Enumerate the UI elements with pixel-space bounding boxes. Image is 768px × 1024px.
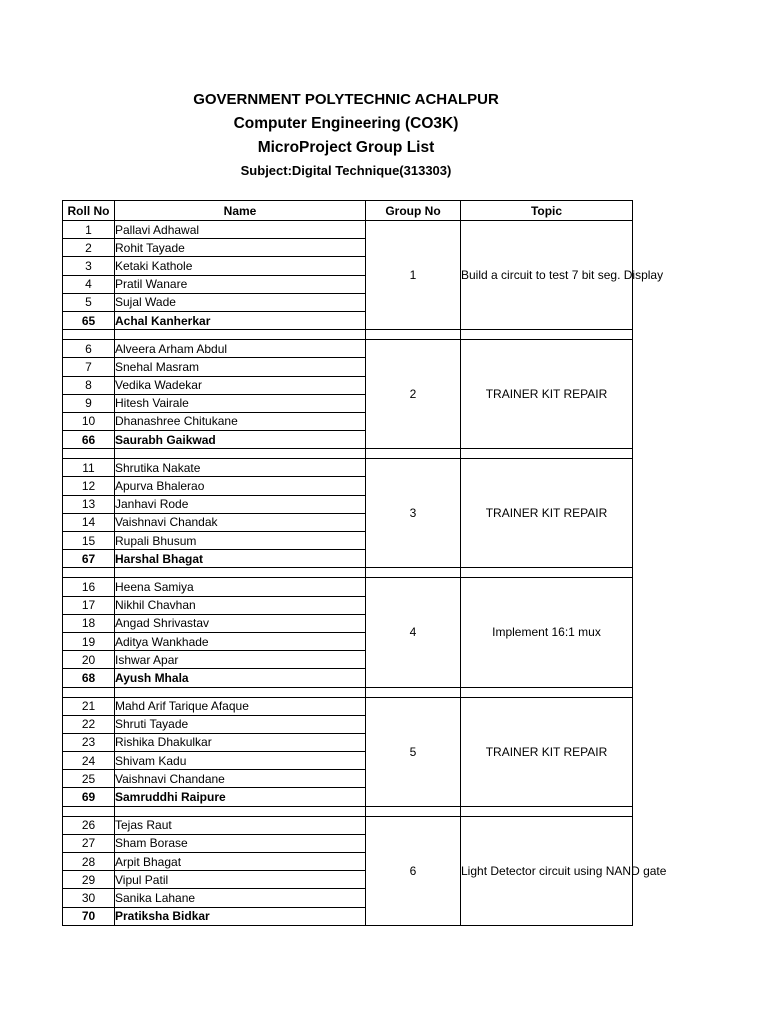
roll-no-cell: 29 (63, 871, 115, 889)
roll-no-cell: 6 (63, 340, 115, 358)
spacer-cell (366, 449, 461, 459)
roll-no-cell: 1 (63, 221, 115, 239)
student-name-cell: Vaishnavi Chandane (115, 770, 366, 788)
roll-no-cell: 2 (63, 239, 115, 257)
spacer-cell (366, 330, 461, 340)
group-spacer-row (63, 449, 633, 459)
roll-no-cell: 66 (63, 431, 115, 449)
student-name-cell: Sham Borase (115, 834, 366, 852)
student-name-cell: Arpit Bhagat (115, 853, 366, 871)
roll-no-cell: 20 (63, 651, 115, 669)
roll-no-cell: 13 (63, 495, 115, 513)
student-name-cell: Pratil Wanare (115, 275, 366, 293)
group-spacer-row (63, 330, 633, 340)
subject-title: Subject:Digital Technique(313303) (240, 163, 452, 178)
roll-no-cell: 30 (63, 889, 115, 907)
roll-no-cell: 9 (63, 394, 115, 412)
spacer-cell (115, 330, 366, 340)
spacer-cell (115, 449, 366, 459)
column-header-name: Name (115, 201, 366, 221)
roll-no-cell: 16 (63, 578, 115, 596)
spacer-cell (461, 687, 633, 697)
student-name-cell: Heena Samiya (115, 578, 366, 596)
student-name-cell: Vaishnavi Chandak (115, 513, 366, 531)
student-name-cell: Apurva Bhalerao (115, 477, 366, 495)
student-name-cell: Achal Kanherkar (115, 311, 366, 329)
spacer-cell (366, 687, 461, 697)
student-name-cell: Sanika Lahane (115, 889, 366, 907)
column-header-topic: Topic (461, 201, 633, 221)
roll-no-cell: 70 (63, 907, 115, 925)
table-body (63, 221, 667, 926)
spacer-cell (461, 449, 633, 459)
spacer-cell (63, 568, 115, 578)
group-number-cell: 5 (366, 697, 461, 806)
roll-no-cell: 69 (63, 788, 115, 806)
student-name-cell: Janhavi Rode (115, 495, 366, 513)
student-name-cell: Shivam Kadu (115, 752, 366, 770)
student-name-cell: Alveera Arham Abdul (115, 340, 366, 358)
topic-cell: Light Detector circuit using NAND gate (461, 816, 633, 925)
topic-cell: TRAINER KIT REPAIR (461, 459, 633, 568)
table-row (63, 578, 633, 596)
student-name-cell: Dhanashree Chitukane (115, 412, 366, 430)
spacer-cell (461, 568, 633, 578)
roll-no-cell: 21 (63, 697, 115, 715)
roll-no-cell: 19 (63, 632, 115, 650)
roll-no-cell: 4 (63, 275, 115, 293)
list-title: MicroProject Group List (257, 139, 435, 156)
roll-no-cell: 5 (63, 293, 115, 311)
roll-no-cell: 3 (63, 257, 115, 275)
topic-cell: TRAINER KIT REPAIR (461, 340, 633, 449)
group-spacer-row (63, 806, 633, 816)
roll-no-cell: 12 (63, 477, 115, 495)
roll-no-cell: 17 (63, 596, 115, 614)
roll-no-cell: 67 (63, 550, 115, 568)
roll-no-cell: 23 (63, 733, 115, 751)
table-row (63, 697, 633, 715)
roll-no-cell: 25 (63, 770, 115, 788)
student-name-cell: Shruti Tayade (115, 715, 366, 733)
topic-cell: TRAINER KIT REPAIR (461, 697, 633, 806)
student-name-cell: Hitesh Vairale (115, 394, 366, 412)
roll-no-cell: 65 (63, 311, 115, 329)
document-header (0, 88, 692, 182)
group-number-cell: 4 (366, 578, 461, 687)
student-name-cell: Ketaki Kathole (115, 257, 366, 275)
topic-cell: Implement 16:1 mux (461, 578, 633, 687)
spacer-cell (63, 687, 115, 697)
spacer-cell (115, 687, 366, 697)
roll-no-cell: 10 (63, 412, 115, 430)
table-header-row (63, 201, 633, 221)
student-name-cell: Vipul Patil (115, 871, 366, 889)
spacer-cell (63, 449, 115, 459)
column-header-group: Group No (366, 201, 461, 221)
spacer-cell (461, 330, 633, 340)
student-name-cell: Tejas Raut (115, 816, 366, 834)
student-name-cell: Angad Shrivastav (115, 614, 366, 632)
group-number-cell: 6 (366, 816, 461, 925)
roll-no-cell: 28 (63, 853, 115, 871)
student-name-cell: Sujal Wade (115, 293, 366, 311)
student-name-cell: Rishika Dhakulkar (115, 733, 366, 751)
student-name-cell: Rupali Bhusum (115, 532, 366, 550)
group-number-cell: 2 (366, 340, 461, 449)
roll-no-cell: 26 (63, 816, 115, 834)
group-spacer-row (63, 687, 633, 697)
student-name-cell: Mahd Arif Tarique Afaque (115, 697, 366, 715)
spacer-cell (63, 330, 115, 340)
spacer-cell (366, 806, 461, 816)
institute-title: GOVERNMENT POLYTECHNIC ACHALPUR (193, 91, 499, 108)
student-name-cell: Saurabh Gaikwad (115, 431, 366, 449)
department-title: Computer Engineering (CO3K) (233, 115, 459, 132)
roll-no-cell: 27 (63, 834, 115, 852)
student-name-cell: Snehal Masram (115, 358, 366, 376)
roll-no-cell: 14 (63, 513, 115, 531)
topic-cell: Build a circuit to test 7 bit seg. Display (461, 221, 633, 330)
roll-no-cell: 7 (63, 358, 115, 376)
student-name-cell: Samruddhi Raipure (115, 788, 366, 806)
spacer-cell (115, 806, 366, 816)
student-name-cell: Rohit Tayade (115, 239, 366, 257)
group-number-cell: 3 (366, 459, 461, 568)
spacer-cell (366, 568, 461, 578)
roll-no-cell: 11 (63, 459, 115, 477)
roll-no-cell: 15 (63, 532, 115, 550)
roll-no-cell: 22 (63, 715, 115, 733)
student-name-cell: Pallavi Adhawal (115, 221, 366, 239)
group-number-cell: 1 (366, 221, 461, 330)
student-name-cell: Pratiksha Bidkar (115, 907, 366, 925)
student-name-cell: Nikhil Chavhan (115, 596, 366, 614)
roll-no-cell: 68 (63, 669, 115, 687)
table-row (63, 816, 633, 834)
spacer-cell (63, 806, 115, 816)
student-name-cell: Harshal Bhagat (115, 550, 366, 568)
student-name-cell: Shrutika Nakate (115, 459, 366, 477)
spacer-cell (115, 568, 366, 578)
roll-no-cell: 24 (63, 752, 115, 770)
roll-no-cell: 8 (63, 376, 115, 394)
table-row (63, 221, 633, 239)
group-list-table (62, 200, 667, 926)
student-name-cell: Aditya Wankhade (115, 632, 366, 650)
table-row (63, 459, 633, 477)
student-name-cell: Vedika Wadekar (115, 376, 366, 394)
table-row (63, 340, 633, 358)
student-name-cell: Ishwar Apar (115, 651, 366, 669)
spacer-cell (461, 806, 633, 816)
column-header-roll: Roll No (63, 201, 115, 221)
roll-no-cell: 18 (63, 614, 115, 632)
group-spacer-row (63, 568, 633, 578)
student-name-cell: Ayush Mhala (115, 669, 366, 687)
